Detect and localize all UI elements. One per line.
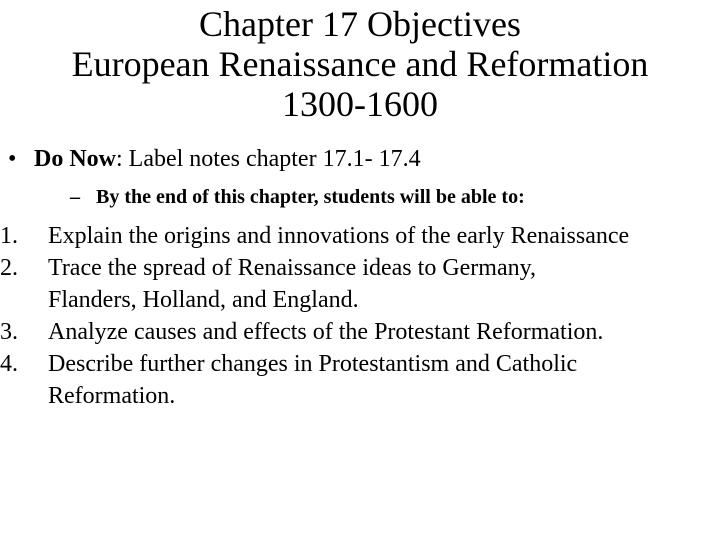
- title-line-2: European Renaissance and Reformation: [71, 44, 649, 84]
- do-now-bullet: [8, 145, 421, 173]
- objective-text-continued: Reformation.: [48, 383, 176, 409]
- objective-text: Explain the origins and innovations of the early Renaissance: [48, 223, 630, 249]
- objective-item-4: [0, 348, 720, 412]
- objective-text-continued: Flanders, Holland, and England.: [48, 287, 359, 313]
- objective-text: Trace the spread of Renaissance ideas to Germany,: [48, 255, 537, 281]
- objective-item-3: [0, 316, 720, 348]
- dash-icon: –: [70, 186, 80, 208]
- bullet-icon: •: [8, 146, 17, 172]
- objective-number: 3.: [0, 319, 18, 345]
- do-now-label: Do Now: [34, 146, 116, 172]
- objectives-list: [0, 220, 720, 412]
- objective-item-2: [0, 252, 720, 316]
- objectives-intro-text: By the end of this chapter, students will be able to:: [96, 186, 525, 208]
- do-now-text: : Label notes chapter 17.1- 17.4: [116, 146, 421, 172]
- title-line-3: 1300-1600: [282, 84, 438, 124]
- objective-text: Analyze causes and effects of the Protestant Reformation.: [48, 319, 604, 345]
- objective-number: 1.: [0, 223, 18, 249]
- objective-number: 2.: [0, 255, 18, 281]
- objectives-intro: [70, 185, 525, 209]
- title-line-1: Chapter 17 Objectives: [199, 4, 521, 44]
- objective-text: Describe further changes in Protestantism and Catholic: [48, 351, 578, 377]
- objective-item-1: [0, 220, 720, 252]
- slide-title: [0, 4, 720, 124]
- objective-number: 4.: [0, 351, 18, 377]
